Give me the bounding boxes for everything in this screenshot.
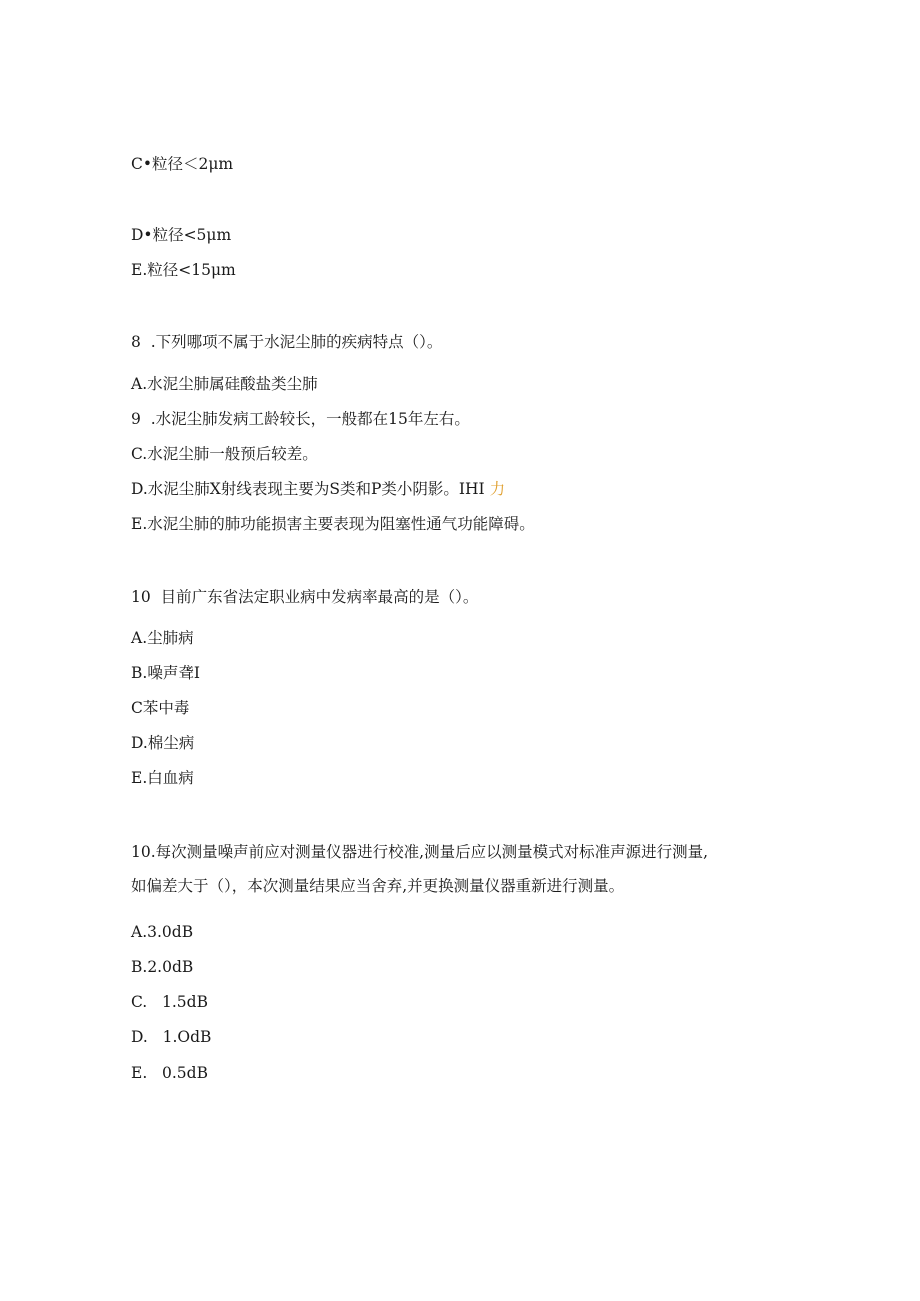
q10b-option-c: C. 1.5dB xyxy=(131,993,208,1011)
q8-option-c: C.水泥尘肺一般预后较差。 xyxy=(131,445,318,463)
q8-option-a: A.水泥尘肺属硅酸盐类尘肺 xyxy=(131,375,318,393)
question-8: 8 .下列哪项不属于水泥尘肺的疾病特点（）。 xyxy=(131,333,443,351)
q10b-option-d: D. 1.OdB xyxy=(131,1028,212,1046)
q10a-option-b: B.噪声聋I xyxy=(131,664,200,682)
option-e-particle-size: E.粒径<15μm xyxy=(131,261,236,279)
q10a-option-a: A.尘肺病 xyxy=(131,629,194,647)
q10a-option-d: D.棉尘病 xyxy=(131,734,195,752)
q8-option-e: E.水泥尘肺的肺功能损害主要表现为阻塞性通气功能障碍。 xyxy=(131,515,535,533)
accent-char: 力 xyxy=(489,480,506,498)
question-10a: 10 目前广东省法定职业病中发病率最高的是（）。 xyxy=(131,588,479,606)
question-10b-line2: 如偏差大于（），本次测量结果应当舍弃,并更换测量仪器重新进行测量。 xyxy=(131,877,625,895)
q8-option-d: D.水泥尘肺X射线表现主要为S类和P类小阴影。IHI 力 xyxy=(131,480,506,498)
q10b-option-a: A.3.0dB xyxy=(131,923,194,941)
option-d-particle-size: D•粒径<5μm xyxy=(131,226,232,244)
question-9: 9 .水泥尘肺发病工龄较长，一般都在15年左右。 xyxy=(131,410,470,428)
q10a-option-e: E.白血病 xyxy=(131,769,194,787)
q10b-option-e: E. 0.5dB xyxy=(131,1064,208,1082)
q10a-option-c: C苯中毒 xyxy=(131,699,190,717)
option-c-particle-size: C•粒径＜2μm xyxy=(131,155,234,173)
question-10b-line1: 10.每次测量噪声前应对测量仪器进行校准,测量后应以测量模式对标准声源进行测量, xyxy=(131,843,709,861)
q10b-option-b: B.2.0dB xyxy=(131,958,194,976)
